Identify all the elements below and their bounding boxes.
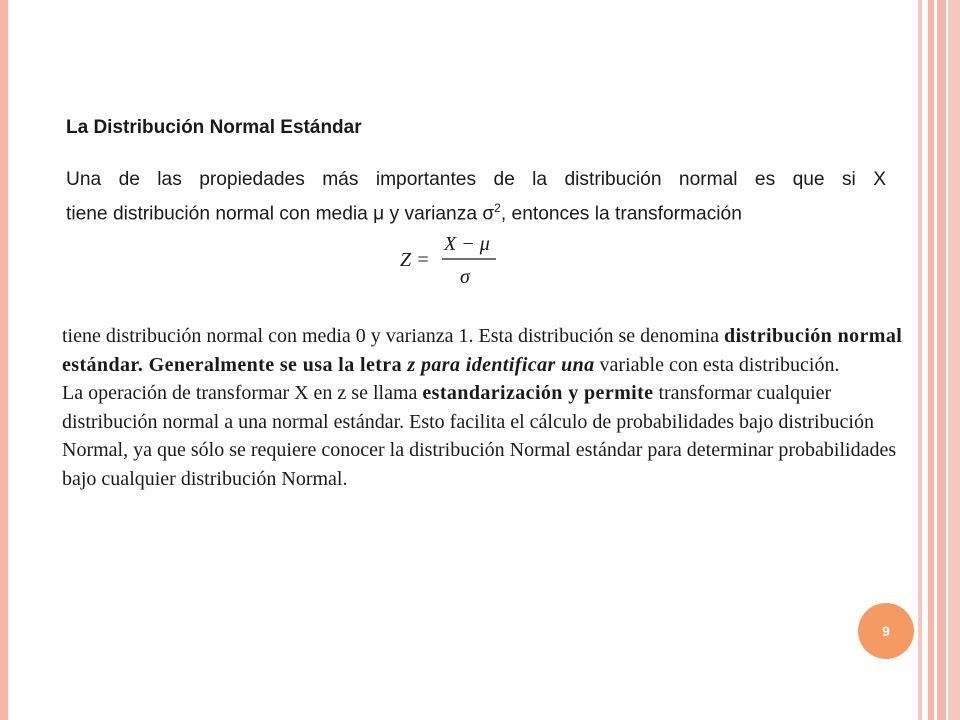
right-decorative-stripes [918,0,960,720]
z-transformation-formula [400,232,510,297]
intro-line-1: Una de las propiedades más importantes de la distribución normal es que si X [66,169,886,190]
page-number-badge [858,603,914,659]
formula-numerator: X − μ [444,233,490,255]
intro-line-2-end: , entonces la transformación [500,203,742,225]
formula-denominator: σ [460,266,470,288]
body-p2-bold: estandarización y permite [422,382,654,405]
body-p1-start: tiene distribución normal con media 0 y varianza 1. Esta distribución se denomina [62,325,725,347]
body-p1-bold-italic: z para identificar una [407,353,595,376]
body-text [62,322,918,494]
body-p2-start: La operación de transformar X en z se llama [62,382,423,405]
variance-superscript: 2 [494,201,501,215]
page-number: 9 [882,623,890,639]
body-p2-end: transformar cualquier distribución normal a una normal estándar. Esto facilita el cálculo de probabilidades bajo distribución Normal, ya que sólo se requiere conocer la distribución Normal estándar para determinar probabilidades bajo cualquier distribución Normal. [62,382,897,490]
intro-paragraph [66,165,886,228]
body-p1-end: variable con esta distribución. [594,353,840,376]
formula-lhs: Z = [400,249,430,271]
body-p1-bold: distribución normal estándar. Generalmente se usa la letra [62,325,903,376]
intro-line-2-start: tiene distribución normal con media μ y varianza σ [66,203,495,225]
left-decorative-border [0,0,8,720]
slide-heading: La Distribución Normal Estándar [66,117,362,138]
